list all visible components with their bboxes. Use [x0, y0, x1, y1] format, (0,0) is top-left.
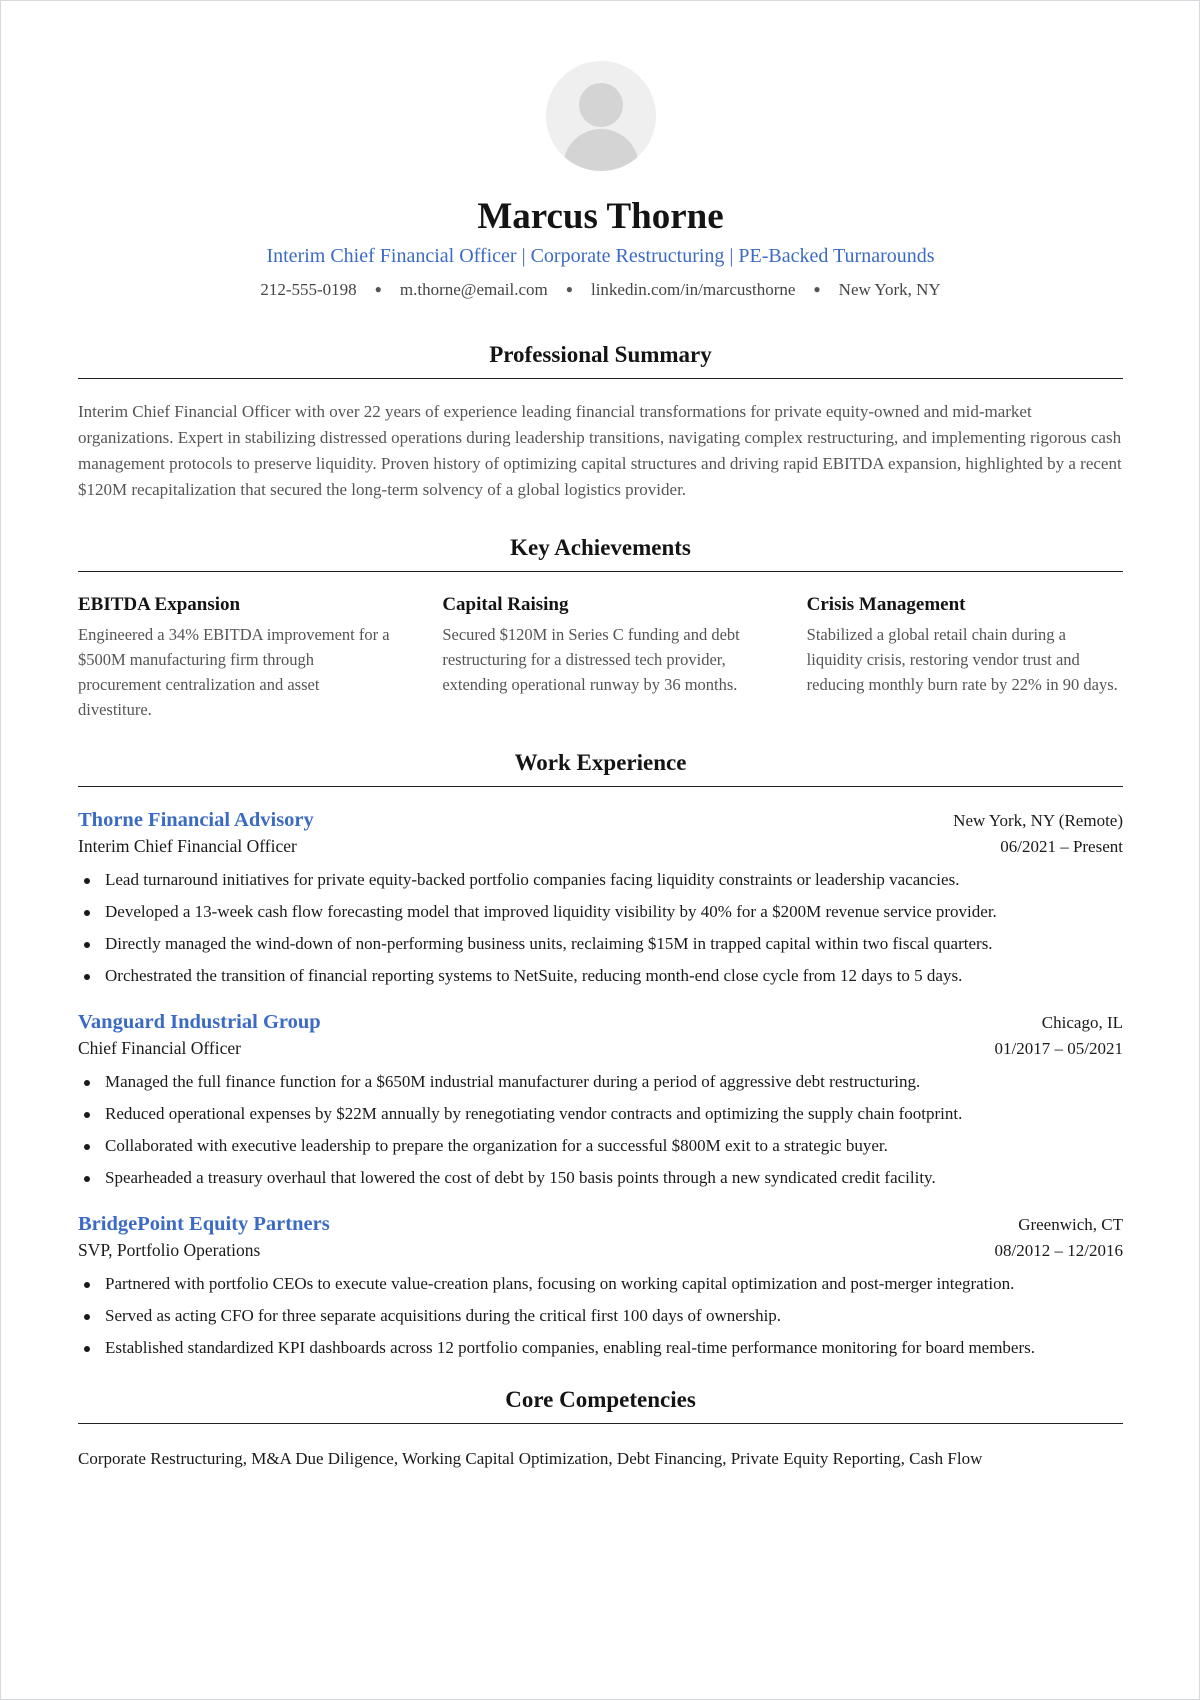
job-bullet: Partnered with portfolio CEOs to execute value-creation plans, focusing on working capital optimization and post-merger integration. [78, 1271, 1123, 1297]
job-bullet: Served as acting CFO for three separate acquisitions during the critical first 100 days of ownership. [78, 1303, 1123, 1329]
bullet-separator-icon: ● [813, 282, 821, 296]
professional-summary: Interim Chief Financial Officer with over 22 years of experience leading financial transformations for private equity-owned and mid-market organizations. Expert in stabilizing distressed operations during leadership transitions, navigating complex restructuring, and implementing rigorous cash management protocols to preserve liquidity. Proven history of optimizing capital structures and driving rapid EBITDA expansion, highlighted by a recent $120M recapitalization that secured the long-term solvency of a global logistics provider. [78, 402, 1122, 499]
job-bullets [78, 1271, 1123, 1361]
job-header-row [78, 807, 1123, 834]
job-subheader-row [78, 1238, 1123, 1263]
job-location: Greenwich, CT [1018, 1215, 1123, 1234]
achievement-card [442, 592, 758, 722]
section-title-summary: Professional Summary [78, 340, 1123, 379]
job-role: Chief Financial Officer [78, 1038, 241, 1058]
achievement-description: Stabilized a global retail chain during a liquidity crisis, restoring vendor trust and reducing monthly burn rate by 22% in 90 days. [806, 625, 1118, 694]
job-bullets [78, 1069, 1123, 1191]
contact-line [78, 277, 1123, 302]
core-competencies: Corporate Restructuring, M&A Due Diligence, Working Capital Optimization, Debt Financing, Private Equity Reporting, Cash Flow [78, 1449, 983, 1468]
job-location: Chicago, IL [1041, 1013, 1123, 1032]
avatar-head-shape [579, 83, 623, 127]
achievement-title: Capital Raising [442, 594, 569, 615]
bullet-separator-icon: ● [565, 282, 573, 296]
job-role: Interim Chief Financial Officer [78, 836, 297, 856]
contact-phone: 212-555-0198 [260, 280, 357, 299]
job-dates: 06/2021 – Present [1000, 837, 1123, 856]
job-subheader-row [78, 834, 1123, 859]
achievement-card [807, 592, 1123, 722]
achievement-description: Secured $120M in Series C funding and debt restructuring for a distressed tech provider, extending operational runway by 36 months. [442, 625, 740, 694]
bullet-separator-icon: ● [374, 282, 382, 296]
job-location: New York, NY (Remote) [953, 811, 1123, 830]
job-header-row [78, 1211, 1123, 1238]
job-bullet: Established standardized KPI dashboards across 12 portfolio companies, enabling real-time performance monitoring for board members. [78, 1335, 1123, 1361]
job-bullet: Developed a 13-week cash flow forecasting model that improved liquidity visibility by 40% for a $200M revenue service provider. [78, 899, 1123, 925]
candidate-name: Marcus Thorne [477, 196, 724, 237]
job-role: SVP, Portfolio Operations [78, 1240, 261, 1260]
job-bullet: Managed the full finance function for a $650M industrial manufacturer during a period of aggressive debt restructuring. [78, 1069, 1123, 1095]
job-subheader-row [78, 1036, 1123, 1061]
avatar-body-shape [563, 129, 639, 171]
section-title-competencies: Core Competencies [78, 1385, 1123, 1424]
candidate-headline: Interim Chief Financial Officer | Corporate Restructuring | PE-Backed Turnarounds [266, 245, 935, 267]
job-dates: 01/2017 – 05/2021 [994, 1039, 1123, 1058]
company-name: Vanguard Industrial Group [78, 1011, 321, 1033]
achievements-grid [78, 592, 1123, 722]
section-title-experience: Work Experience [78, 748, 1123, 787]
job-bullet: Collaborated with executive leadership to prepare the organization for a successful $800M exit to a strategic buyer. [78, 1133, 1123, 1159]
job-bullets [78, 867, 1123, 989]
job-bullet: Spearheaded a treasury overhaul that lowered the cost of debt by 150 basis points through a new syndicated credit facility. [78, 1165, 1123, 1191]
achievement-card [78, 592, 394, 722]
job-bullet: Directly managed the wind-down of non-performing business units, reclaiming $15M in trapped capital within two fiscal quarters. [78, 931, 1123, 957]
job-dates: 08/2012 – 12/2016 [994, 1241, 1123, 1260]
job-bullet: Reduced operational expenses by $22M annually by renegotiating vendor contracts and optimizing the supply chain footprint. [78, 1101, 1123, 1127]
job-entry [78, 807, 1123, 989]
job-bullet: Lead turnaround initiatives for private equity-backed portfolio companies facing liquidity constraints or leadership vacancies. [78, 867, 1123, 893]
job-entry [78, 1211, 1123, 1361]
achievement-title: Crisis Management [806, 594, 966, 615]
company-name: BridgePoint Equity Partners [78, 1213, 330, 1235]
job-header-row [78, 1009, 1123, 1036]
achievement-description: Engineered a 34% EBITDA improvement for a $500M manufacturing firm through procurement centralization and asset divestiture. [78, 625, 390, 719]
contact-linkedin: linkedin.com/in/marcusthorne [590, 280, 796, 299]
contact-email: m.thorne@email.com [399, 280, 548, 299]
person-avatar-icon [546, 61, 656, 171]
contact-location: New York, NY [838, 280, 941, 299]
section-title-achievements: Key Achievements [78, 533, 1123, 572]
achievement-title: EBITDA Expansion [78, 594, 241, 615]
company-name: Thorne Financial Advisory [78, 809, 314, 831]
job-bullet: Orchestrated the transition of financial reporting systems to NetSuite, reducing month-end close cycle from 12 days to 5 days. [78, 963, 1123, 989]
job-entry [78, 1009, 1123, 1191]
